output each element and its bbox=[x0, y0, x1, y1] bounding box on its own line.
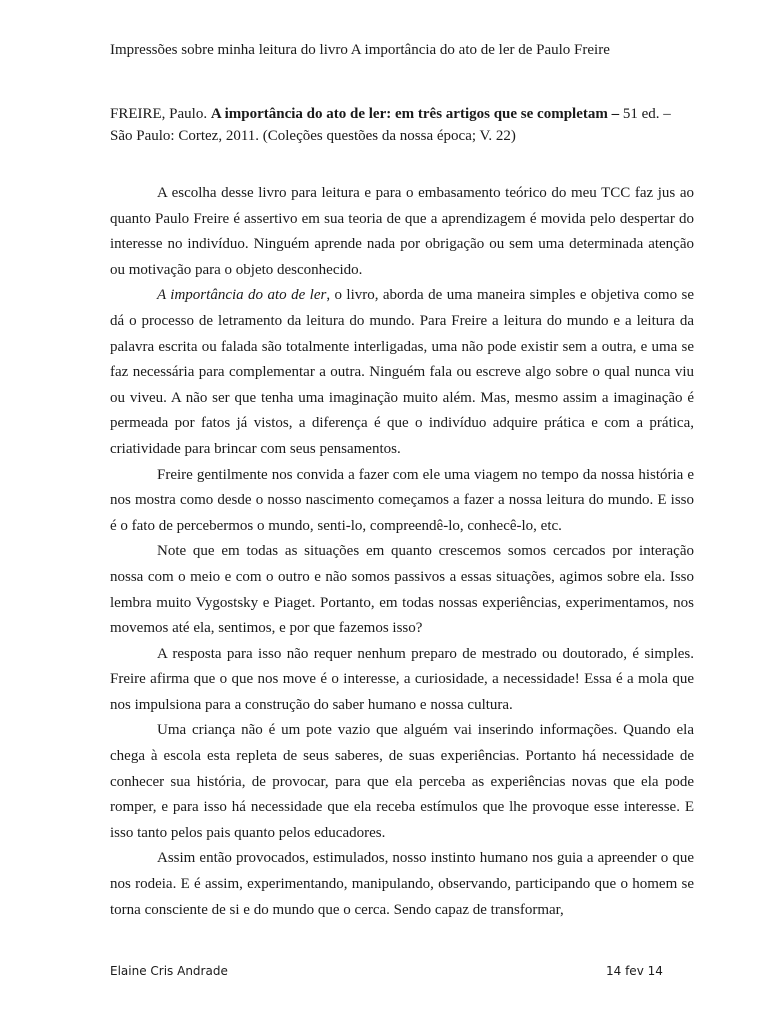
citation-author: FREIRE, Paulo. bbox=[110, 106, 211, 122]
paragraph-4: Note que em todas as situações em quanto crescemos somos cercados por interação nossa com o meio e com o outro e não somos passivos a essas situações, agimos sobre ela. Isso lembra muito Vygostsky e Piaget. Portanto, em todas nossas experiências, experimentamos, nos movemos até ela, sentimos, e por que fazemos isso? bbox=[110, 543, 694, 637]
footer-author: Elaine Cris Andrade bbox=[110, 964, 228, 978]
book-title-italic: A importância do ato de ler bbox=[157, 287, 327, 304]
paragraph-1: A escolha desse livro para leitura e para o embasamento teórico do meu TCC faz jus ao quanto Paulo Freire é assertivo em sua teoria de que a aprendizagem é movida pelo despertar do interesse no indivíduo. Ninguém aprende nada por obrigação ou sem uma determinada atenção ou motivação para o objeto desconhecido. bbox=[110, 185, 694, 278]
footer-date: 14 fev 14 bbox=[606, 964, 663, 978]
document-body bbox=[110, 181, 694, 923]
citation-book-title: A importância do ato de ler: em três artigos que se completam – bbox=[210, 106, 623, 122]
paragraph-5: A resposta para isso não requer nenhum preparo de mestrado ou doutorado, é simples. Freire afirma que o que nos move é o interesse, a curiosidade, a necessidade! Essa é a mola que nos impulsiona para a construção do saber humano e nossa cultura. bbox=[110, 645, 694, 713]
page-header bbox=[110, 40, 700, 60]
paragraph-7: Assim então provocados, estimulados, nosso instinto humano nos guia a apreender o que nos rodeia. E é assim, experimentando, manipulando, observando, participando que o homem se torna consciente de si e do mundo que o cerca. Sendo capaz de transformar, bbox=[110, 850, 694, 918]
bibliographic-citation bbox=[110, 103, 694, 147]
paragraph-2 bbox=[110, 283, 694, 462]
citation-publication-info: 51 ed. – São Paulo: Cortez, 2011. (Coleções questões da nossa época; V. 22) bbox=[110, 106, 671, 144]
header-title: Impressões sobre minha leitura do livro A importância do ato de ler de Paulo Freire bbox=[110, 42, 610, 58]
paragraph-3: Freire gentilmente nos convida a fazer com ele uma viagem no tempo da nossa história e nos mostra como desde o nosso nascimento começamos a fazer a nossa leitura do mundo. E isso é o fato de percebermos o mundo, senti-lo, compreendê-lo, conhecê-lo, etc. bbox=[110, 466, 694, 534]
paragraph-6: Uma criança não é um pote vazio que alguém vai inserindo informações. Quando ela chega à escola esta repleta de seus saberes, de suas experiências. Portanto há necessidade de conhecer sua história, de provocar, para que ela perceba as experiências novas que ela pode romper, e para isso há necessidade que ela receba estímulos que lhe provoque esse interesse. E isso tanto pelos pais quanto pelos educadores. bbox=[110, 722, 694, 841]
paragraph-2-text: , o livro, aborda de uma maneira simples e objetiva como se dá o processo de letramento da leitura do mundo. Para Freire a leitura do mundo e a leitura da palavra escrita ou falada são totalmente interligadas, uma não pode existir sem a outra, e uma se faz necessária para complementar a outra. Ninguém fala ou escreve algo sobre o qual nunca viu ou viveu. A não ser que tenha uma imaginação muito além. Mas, mesmo assim a imaginação é permeada por fatos já vistos, a diferença é que o indivíduo adquire prática e com a prática, criatividade para brincar com seus pensamentos. bbox=[110, 287, 694, 457]
